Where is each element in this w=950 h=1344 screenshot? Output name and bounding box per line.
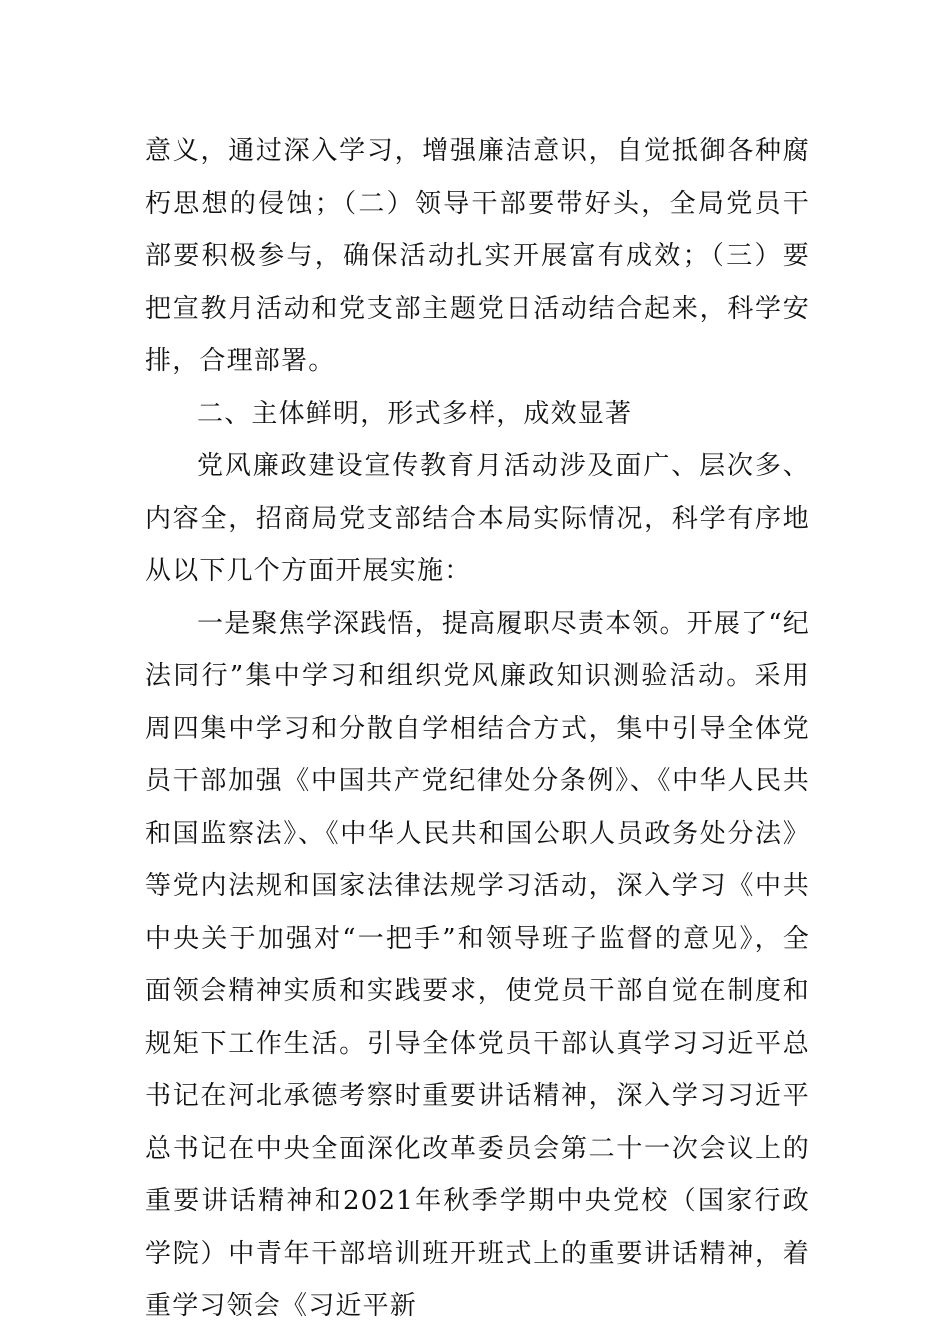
paragraph-item-one: 一是聚焦学深践悟，提高履职尽责本领。开展了“纪法同行”集中学习和组织党风廉政知识测验活动。采用周四集中学习和分散自学相结合方式，集中引导全体党员干部加强《中国共产党纪律处分条例》、《中华人民共和国监察法》、《中华人民共和国公职人员政务处分法》等党内法规和国家法律法规学习活动，深入学习《中共中央关于加强对“一把手”和领导班子监督的意见》，全面领会精神实质和实践要求，使党员干部自觉在制度和规矩下工作生活。引导全体党员干部认真学习习近平总书记在河北承德考察时重要讲话精神，深入学习习近平总书记在中央全面深化改革委员会第二十一次会议上的重要讲话精神和2021年秋季学期中央党校（国家行政学院）中青年干部培训班开班式上的重要讲话精神，着重学习领会《习近平新 [145,608,810,1321]
section-heading: 二、主体鲜明，形式多样，成效显著 [197,398,633,429]
paragraph-intro: 党风廉政建设宣传教育月活动涉及面广、层次多、内容全，招商局党支部结合本局实际情况，科学有序地从以下几个方面开展实施： [145,451,810,586]
document-body [145,125,810,1333]
paragraph-continuation: 意义，通过深入学习，增强廉洁意识，自觉抵御各种腐朽思想的侵蚀；（二）领导干部要带好头，全局党员干部要积极参与，确保活动扎实开展富有成效；（三）要把宣教月活动和党支部主题党日活动结合起来，科学安排，合理部署。 [145,136,810,376]
